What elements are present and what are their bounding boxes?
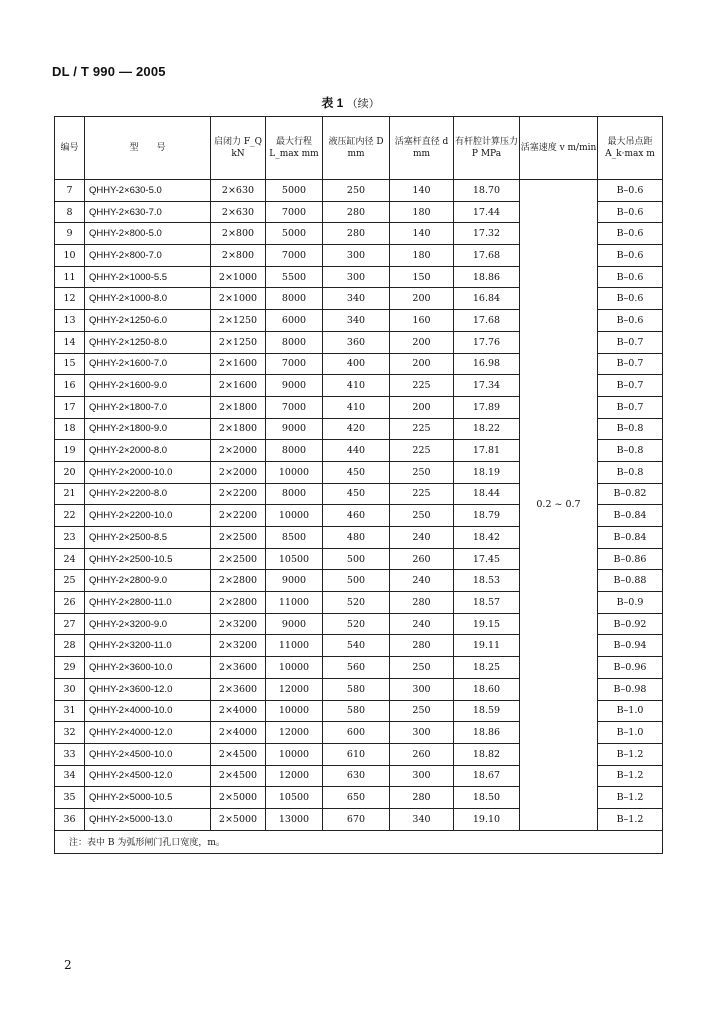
document-id: DL / T 990 — 2005	[52, 64, 166, 79]
cell-rod: 250	[390, 461, 454, 483]
cell-no: 20	[55, 461, 85, 483]
cell-no: 24	[55, 548, 85, 570]
cell-rod: 200	[390, 396, 454, 418]
col-header-lift: 最大吊点距 A_k·max m	[598, 117, 663, 180]
cell-no: 30	[55, 678, 85, 700]
col-header-bore: 液压缸内径 D mm	[323, 117, 390, 180]
cell-force: 2×4000	[211, 700, 266, 722]
cell-no: 25	[55, 570, 85, 592]
cell-bore: 450	[323, 483, 390, 505]
table-note: 注：表中 B 为弧形闸门孔口宽度，m。	[55, 830, 663, 853]
cell-pressure: 18.22	[454, 418, 520, 440]
cell-stroke: 5500	[266, 266, 323, 288]
cell-model: QHHY-2×800-5.0	[85, 223, 211, 245]
cell-force: 2×1600	[211, 353, 266, 375]
cell-model: QHHY-2×1800-9.0	[85, 418, 211, 440]
table-title-label: 表 1	[321, 96, 344, 110]
cell-no: 33	[55, 743, 85, 765]
cell-no: 12	[55, 288, 85, 310]
cell-bore: 400	[323, 353, 390, 375]
cell-no: 7	[55, 180, 85, 202]
table-header-row	[55, 117, 663, 180]
col-header-force: 启闭力 F_Q kN	[211, 117, 266, 180]
cell-no: 18	[55, 418, 85, 440]
cell-pressure: 18.79	[454, 505, 520, 527]
cell-bore: 630	[323, 765, 390, 787]
cell-lift: B–0.8	[598, 440, 663, 462]
cell-no: 35	[55, 787, 85, 809]
cell-model: QHHY-2×1800-7.0	[85, 396, 211, 418]
cell-stroke: 8000	[266, 288, 323, 310]
cell-lift: B–0.84	[598, 505, 663, 527]
cell-force: 2×1000	[211, 288, 266, 310]
cell-stroke: 7000	[266, 396, 323, 418]
cell-stroke: 9000	[266, 613, 323, 635]
cell-stroke: 11000	[266, 635, 323, 657]
cell-no: 23	[55, 527, 85, 549]
cell-force: 2×4500	[211, 765, 266, 787]
cell-no: 36	[55, 808, 85, 830]
cell-rod: 250	[390, 657, 454, 679]
cell-bore: 300	[323, 266, 390, 288]
cell-rod: 225	[390, 418, 454, 440]
cell-pressure: 16.84	[454, 288, 520, 310]
cell-pressure: 19.15	[454, 613, 520, 635]
cell-rod: 200	[390, 353, 454, 375]
cell-no: 13	[55, 310, 85, 332]
cell-bore: 580	[323, 678, 390, 700]
cell-lift: B–0.6	[598, 223, 663, 245]
cell-force: 2×2500	[211, 548, 266, 570]
cell-pressure: 18.59	[454, 700, 520, 722]
cell-rod: 140	[390, 223, 454, 245]
cell-force: 2×630	[211, 180, 266, 202]
cell-no: 27	[55, 613, 85, 635]
cell-pressure: 17.81	[454, 440, 520, 462]
cell-no: 14	[55, 331, 85, 353]
cell-model: QHHY-2×1600-9.0	[85, 375, 211, 397]
cell-pressure: 18.42	[454, 527, 520, 549]
cell-rod: 240	[390, 613, 454, 635]
cell-pressure: 18.57	[454, 592, 520, 614]
cell-model: QHHY-2×630-5.0	[85, 180, 211, 202]
cell-pressure: 18.70	[454, 180, 520, 202]
cell-lift: B–0.6	[598, 245, 663, 267]
cell-rod: 225	[390, 483, 454, 505]
cell-no: 16	[55, 375, 85, 397]
cell-stroke: 8000	[266, 483, 323, 505]
cell-rod: 300	[390, 765, 454, 787]
cell-lift: B–0.88	[598, 570, 663, 592]
cell-lift: B–0.8	[598, 461, 663, 483]
cell-model: QHHY-2×3600-12.0	[85, 678, 211, 700]
cell-rod: 180	[390, 245, 454, 267]
cell-pressure: 19.10	[454, 808, 520, 830]
cell-no: 15	[55, 353, 85, 375]
cell-bore: 670	[323, 808, 390, 830]
col-header-model: 型 号	[85, 117, 211, 180]
cell-model: QHHY-2×1250-6.0	[85, 310, 211, 332]
cell-no: 10	[55, 245, 85, 267]
cell-bore: 440	[323, 440, 390, 462]
cell-bore: 520	[323, 613, 390, 635]
cell-stroke: 12000	[266, 765, 323, 787]
cell-stroke: 12000	[266, 722, 323, 744]
cell-no: 19	[55, 440, 85, 462]
cell-force: 2×2500	[211, 527, 266, 549]
cell-rod: 280	[390, 592, 454, 614]
cell-bore: 650	[323, 787, 390, 809]
cell-lift: B–0.94	[598, 635, 663, 657]
cell-lift: B–0.7	[598, 331, 663, 353]
cell-model: QHHY-2×4000-12.0	[85, 722, 211, 744]
cell-bore: 580	[323, 700, 390, 722]
cell-lift: B–0.82	[598, 483, 663, 505]
cell-bore: 340	[323, 310, 390, 332]
cell-rod: 150	[390, 266, 454, 288]
cell-model: QHHY-2×2500-10.5	[85, 548, 211, 570]
cell-lift: B–0.86	[598, 548, 663, 570]
cell-pressure: 17.45	[454, 548, 520, 570]
cell-stroke: 12000	[266, 678, 323, 700]
col-header-rod: 活塞杆直径 d mm	[390, 117, 454, 180]
cell-no: 11	[55, 266, 85, 288]
cell-force: 2×800	[211, 245, 266, 267]
cell-bore: 450	[323, 461, 390, 483]
cell-bore: 520	[323, 592, 390, 614]
cell-model: QHHY-2×1000-5.5	[85, 266, 211, 288]
cell-lift: B–1.2	[598, 808, 663, 830]
cell-lift: B–1.2	[598, 765, 663, 787]
col-header-speed: 活塞速度 v m/min	[520, 117, 598, 180]
page-number: 2	[64, 958, 72, 972]
cell-bore: 500	[323, 548, 390, 570]
cell-pressure: 18.82	[454, 743, 520, 765]
cell-pressure: 18.86	[454, 266, 520, 288]
cell-no: 32	[55, 722, 85, 744]
cell-model: QHHY-2×2200-8.0	[85, 483, 211, 505]
cell-rod: 200	[390, 331, 454, 353]
cell-lift: B–0.92	[598, 613, 663, 635]
cell-pressure: 19.11	[454, 635, 520, 657]
cell-pressure: 17.44	[454, 201, 520, 223]
cell-stroke: 10000	[266, 505, 323, 527]
cell-rod: 160	[390, 310, 454, 332]
cell-lift: B–1.0	[598, 722, 663, 744]
cell-bore: 360	[323, 331, 390, 353]
col-header-pressure: 有杆腔计算压力 P MPa	[454, 117, 520, 180]
table-row	[55, 180, 663, 202]
cell-bore: 280	[323, 223, 390, 245]
cell-force: 2×800	[211, 223, 266, 245]
cell-model: QHHY-2×3200-11.0	[85, 635, 211, 657]
cell-model: QHHY-2×1600-7.0	[85, 353, 211, 375]
cell-model: QHHY-2×4500-10.0	[85, 743, 211, 765]
cell-rod: 240	[390, 527, 454, 549]
cell-bore: 480	[323, 527, 390, 549]
cell-lift: B–0.7	[598, 375, 663, 397]
cell-bore: 500	[323, 570, 390, 592]
cell-bore: 610	[323, 743, 390, 765]
cell-stroke: 7000	[266, 245, 323, 267]
cell-rod: 300	[390, 722, 454, 744]
cell-stroke: 10500	[266, 787, 323, 809]
cell-speed-merged: 0.2 ~ 0.7	[520, 180, 598, 831]
cell-stroke: 13000	[266, 808, 323, 830]
cell-rod: 180	[390, 201, 454, 223]
cell-no: 8	[55, 201, 85, 223]
cell-model: QHHY-2×630-7.0	[85, 201, 211, 223]
cell-pressure: 17.68	[454, 310, 520, 332]
cell-rod: 225	[390, 375, 454, 397]
cell-lift: B–1.2	[598, 787, 663, 809]
cell-lift: B–1.2	[598, 743, 663, 765]
cell-pressure: 17.76	[454, 331, 520, 353]
cell-rod: 300	[390, 678, 454, 700]
cell-stroke: 5000	[266, 180, 323, 202]
cell-stroke: 11000	[266, 592, 323, 614]
cell-pressure: 18.50	[454, 787, 520, 809]
cell-pressure: 16.98	[454, 353, 520, 375]
cell-model: QHHY-2×1000-8.0	[85, 288, 211, 310]
cell-stroke: 10000	[266, 743, 323, 765]
cell-stroke: 8000	[266, 331, 323, 353]
table-body	[55, 180, 663, 831]
cell-lift: B–0.98	[598, 678, 663, 700]
cell-pressure: 18.86	[454, 722, 520, 744]
cell-lift: B–0.7	[598, 353, 663, 375]
cell-model: QHHY-2×2500-8.5	[85, 527, 211, 549]
cell-rod: 340	[390, 808, 454, 830]
cell-no: 9	[55, 223, 85, 245]
cell-force: 2×2800	[211, 570, 266, 592]
cell-rod: 240	[390, 570, 454, 592]
cell-no: 28	[55, 635, 85, 657]
cell-rod: 280	[390, 787, 454, 809]
cell-lift: B–0.6	[598, 266, 663, 288]
table-note-row	[55, 830, 663, 853]
cell-lift: B–0.7	[598, 396, 663, 418]
cell-force: 2×3200	[211, 613, 266, 635]
cell-model: QHHY-2×2000-10.0	[85, 461, 211, 483]
cell-lift: B–0.9	[598, 592, 663, 614]
col-header-no: 编号	[55, 117, 85, 180]
cell-stroke: 5000	[266, 223, 323, 245]
cell-force: 2×4500	[211, 743, 266, 765]
cell-rod: 200	[390, 288, 454, 310]
cell-pressure: 18.19	[454, 461, 520, 483]
cell-lift: B–0.84	[598, 527, 663, 549]
cell-lift: B–0.6	[598, 180, 663, 202]
cell-bore: 250	[323, 180, 390, 202]
cell-force: 2×2200	[211, 483, 266, 505]
cell-model: QHHY-2×3600-10.0	[85, 657, 211, 679]
cell-force: 2×3600	[211, 657, 266, 679]
cell-lift: B–0.6	[598, 201, 663, 223]
cell-model: QHHY-2×4500-12.0	[85, 765, 211, 787]
cell-rod: 250	[390, 505, 454, 527]
cell-force: 2×630	[211, 201, 266, 223]
cell-stroke: 9000	[266, 418, 323, 440]
cell-no: 26	[55, 592, 85, 614]
cell-stroke: 9000	[266, 375, 323, 397]
cell-lift: B–0.96	[598, 657, 663, 679]
cell-force: 2×1600	[211, 375, 266, 397]
cell-pressure: 18.60	[454, 678, 520, 700]
cell-stroke: 9000	[266, 570, 323, 592]
cell-bore: 560	[323, 657, 390, 679]
cell-model: QHHY-2×4000-10.0	[85, 700, 211, 722]
cell-lift: B–0.6	[598, 310, 663, 332]
cell-bore: 410	[323, 375, 390, 397]
cell-stroke: 7000	[266, 201, 323, 223]
cell-stroke: 10000	[266, 657, 323, 679]
cell-rod: 225	[390, 440, 454, 462]
cell-model: QHHY-2×2800-9.0	[85, 570, 211, 592]
cell-pressure: 17.89	[454, 396, 520, 418]
cell-pressure: 17.34	[454, 375, 520, 397]
cell-model: QHHY-2×3200-9.0	[85, 613, 211, 635]
cell-force: 2×2000	[211, 440, 266, 462]
col-header-stroke: 最大行程 L_max mm	[266, 117, 323, 180]
cell-force: 2×1000	[211, 266, 266, 288]
cell-pressure: 17.32	[454, 223, 520, 245]
cell-stroke: 8500	[266, 527, 323, 549]
cell-rod: 260	[390, 743, 454, 765]
cell-bore: 540	[323, 635, 390, 657]
cell-model: QHHY-2×2800-11.0	[85, 592, 211, 614]
table-continued-label: （续）	[346, 98, 380, 110]
cell-force: 2×5000	[211, 808, 266, 830]
cell-stroke: 10500	[266, 548, 323, 570]
cell-no: 22	[55, 505, 85, 527]
cell-pressure: 18.44	[454, 483, 520, 505]
cell-model: QHHY-2×1250-8.0	[85, 331, 211, 353]
cell-no: 34	[55, 765, 85, 787]
cell-bore: 300	[323, 245, 390, 267]
cell-bore: 280	[323, 201, 390, 223]
cell-rod: 140	[390, 180, 454, 202]
cell-stroke: 7000	[266, 353, 323, 375]
cell-bore: 600	[323, 722, 390, 744]
cell-model: QHHY-2×5000-13.0	[85, 808, 211, 830]
cell-rod: 280	[390, 635, 454, 657]
cell-force: 2×2800	[211, 592, 266, 614]
cell-force: 2×3200	[211, 635, 266, 657]
cell-no: 29	[55, 657, 85, 679]
cell-rod: 260	[390, 548, 454, 570]
cell-bore: 340	[323, 288, 390, 310]
cell-bore: 460	[323, 505, 390, 527]
cell-model: QHHY-2×800-7.0	[85, 245, 211, 267]
cell-lift: B–0.6	[598, 288, 663, 310]
cell-force: 2×1800	[211, 418, 266, 440]
cell-force: 2×2000	[211, 461, 266, 483]
cell-bore: 420	[323, 418, 390, 440]
cell-stroke: 10000	[266, 700, 323, 722]
cell-pressure: 17.68	[454, 245, 520, 267]
cell-force: 2×1800	[211, 396, 266, 418]
cell-lift: B–1.0	[598, 700, 663, 722]
cell-model: QHHY-2×2000-8.0	[85, 440, 211, 462]
cell-force: 2×5000	[211, 787, 266, 809]
cell-no: 17	[55, 396, 85, 418]
cell-force: 2×4000	[211, 722, 266, 744]
cell-stroke: 6000	[266, 310, 323, 332]
cell-rod: 250	[390, 700, 454, 722]
cell-stroke: 8000	[266, 440, 323, 462]
spec-table	[54, 116, 663, 854]
cell-lift: B–0.8	[598, 418, 663, 440]
cell-model: QHHY-2×5000-10.5	[85, 787, 211, 809]
cell-force: 2×1250	[211, 331, 266, 353]
cell-no: 21	[55, 483, 85, 505]
cell-pressure: 18.67	[454, 765, 520, 787]
cell-force: 2×3600	[211, 678, 266, 700]
cell-pressure: 18.53	[454, 570, 520, 592]
cell-bore: 410	[323, 396, 390, 418]
cell-pressure: 18.25	[454, 657, 520, 679]
cell-model: QHHY-2×2200-10.0	[85, 505, 211, 527]
cell-no: 31	[55, 700, 85, 722]
table-title	[0, 94, 701, 111]
cell-stroke: 10000	[266, 461, 323, 483]
cell-force: 2×1250	[211, 310, 266, 332]
cell-force: 2×2200	[211, 505, 266, 527]
